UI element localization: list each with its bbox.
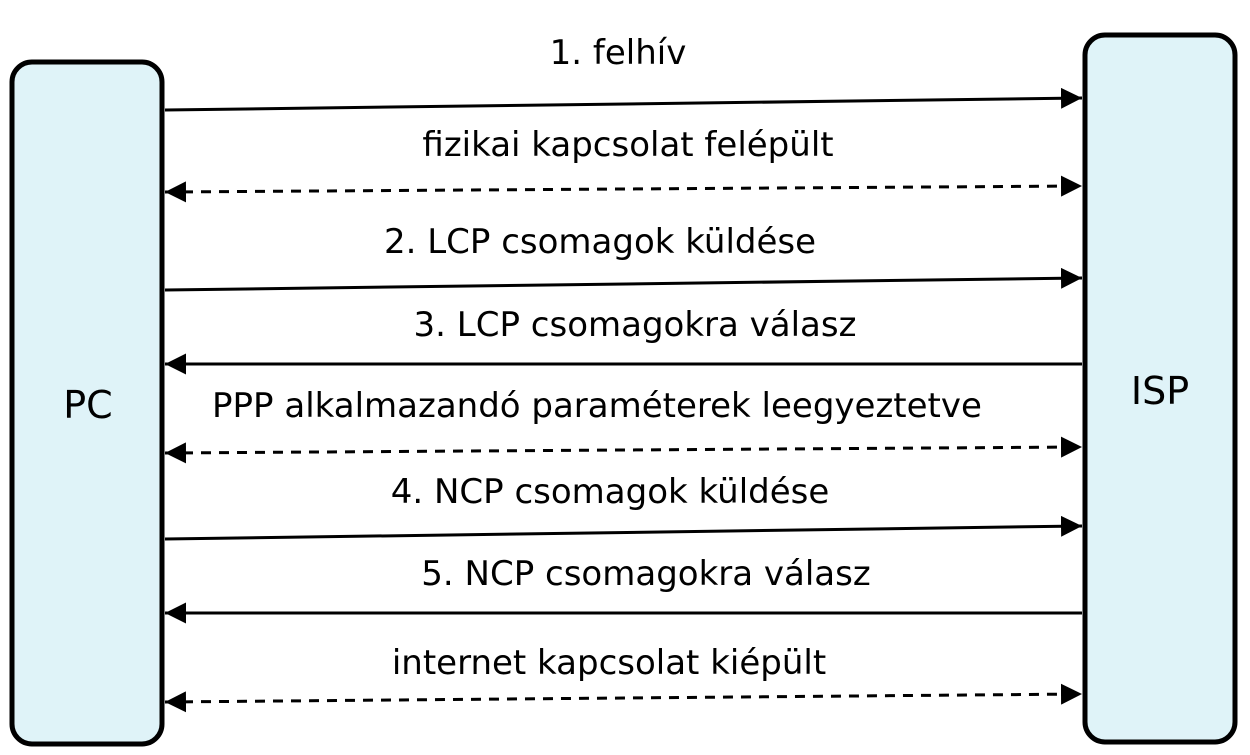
message-5: [165, 386, 1082, 453]
message-5-arrow: [165, 447, 1082, 453]
message-3-label: 2. LCP csomagok küldése: [383, 222, 817, 262]
isp-label: ISP: [1130, 369, 1190, 413]
message-6: [165, 472, 1082, 539]
message-3-arrow: [165, 278, 1082, 290]
isp-node: [1085, 35, 1235, 742]
pc-label: PC: [63, 383, 113, 427]
message-7: [165, 554, 1082, 613]
message-8: [165, 643, 1082, 702]
message-8-label: internet kapcsolat kiépült: [391, 643, 827, 683]
message-2: [165, 125, 1082, 192]
pc-node: [12, 62, 162, 744]
message-2-arrow: [165, 186, 1082, 192]
message-3: [165, 222, 1082, 290]
message-1-arrow: [165, 98, 1082, 110]
message-1-label: 1. felhív: [549, 33, 687, 73]
message-list: [165, 33, 1082, 702]
message-6-label: 4. NCP csomagok küldése: [390, 472, 830, 512]
message-6-arrow: [165, 526, 1082, 539]
message-2-label: fizikai kapcsolat felépült: [422, 125, 834, 165]
message-8-arrow: [165, 694, 1082, 702]
message-4-label: 3. LCP csomagokra válasz: [413, 305, 857, 345]
message-7-label: 5. NCP csomagokra válasz: [421, 554, 871, 594]
message-5-label: PPP alkalmazandó paraméterek leegyeztetve: [212, 386, 982, 426]
message-4: [165, 305, 1082, 364]
message-1: [165, 33, 1082, 110]
